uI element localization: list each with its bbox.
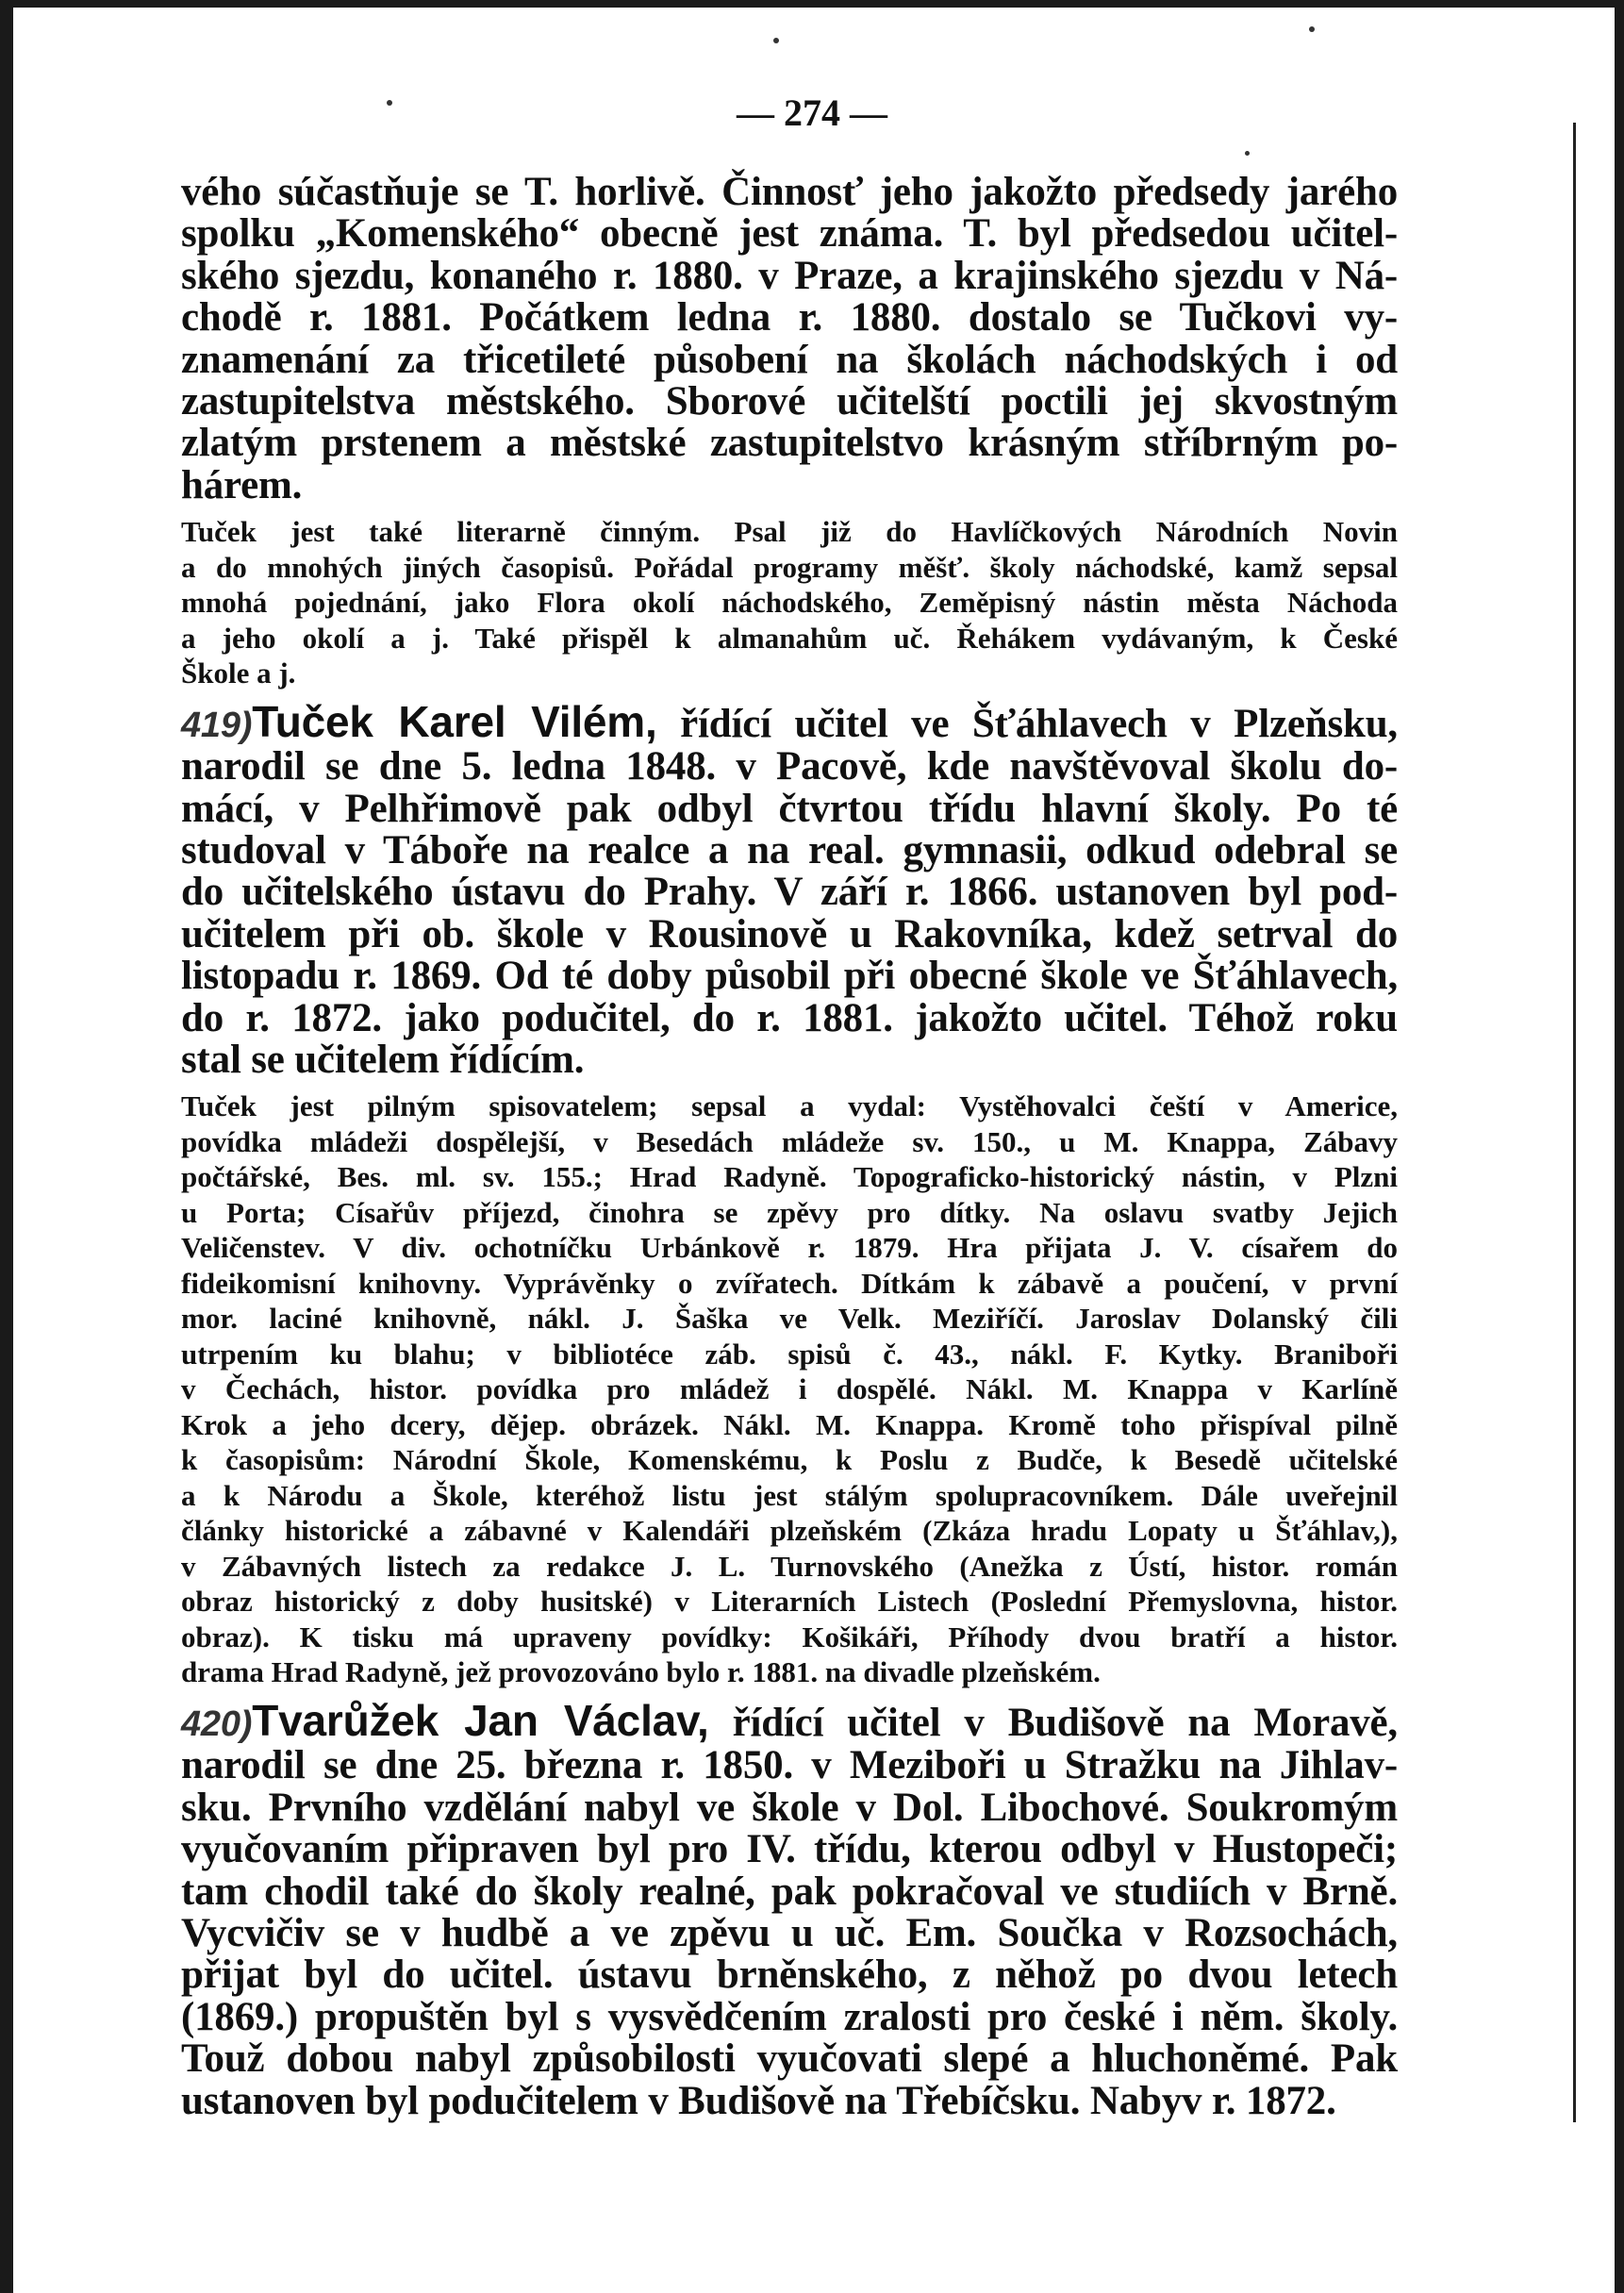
text-line: sku. Prvního vzdělání nabyl ve škole v Dol. Libochové. Soukromým bbox=[181, 1785, 1398, 1830]
note-line: Tuček jest pilným spisovatelem; sepsal a vydal: Vystěhovalci čeští v Americe, bbox=[181, 1089, 1398, 1123]
speck bbox=[773, 38, 779, 43]
entry-name: Tuček Karel Vilém, bbox=[252, 696, 657, 746]
entry-420-paragraph bbox=[181, 1695, 1398, 2123]
note-line: obraz historický z doby husitské) v Literarních Listech (Poslední Přemyslovna, histor. bbox=[181, 1585, 1398, 1619]
text-line: zlatým prstenem a městské zastupitelstvo krásným stříbrným po- bbox=[181, 421, 1398, 466]
note-line: počtářské, Bes. ml. sv. 155.; Hrad Radyně. Topograficko-historický nástin, v Plzni bbox=[181, 1160, 1398, 1194]
text-line: hárem. bbox=[181, 462, 303, 507]
note-line: obraz). K tisku má upraveny povídky: Košikáři, Příhody dvou bratří a histor. bbox=[181, 1620, 1398, 1653]
text-line: studoval v Táboře na realce a na real. gymnasii, odkud odebral se bbox=[181, 827, 1398, 872]
text-line: přijat byl do učitel. ústavu brněnského, z něhož po dvou letech bbox=[181, 1952, 1398, 1998]
text-line: tam chodil také do školy realné, pak pokračoval ve studiích v Brně. bbox=[181, 1869, 1398, 1914]
page-content bbox=[181, 172, 1398, 2122]
text-line: ského sjezdu, konaného r. 1880. v Praze, a krajinského sjezdu v Ná- bbox=[181, 253, 1398, 298]
entry-heading-line bbox=[181, 1695, 1398, 1745]
text-line: ustanoven byl podučitelem v Budišově na Třebíčsku. Nabyv r. 1872. bbox=[181, 2078, 1336, 2123]
binding-line bbox=[1573, 123, 1576, 2122]
note-line: Veličenstev. V div. ochotníčku Urbánkově r. 1879. Hra přijata J. V. císařem do bbox=[181, 1231, 1398, 1265]
text-line: řídící učitel ve Šťáhlavech v Plzeňsku, bbox=[680, 701, 1398, 746]
note-line: a k Národu a Škole, kteréhož listu jest stálým spolupracovníkem. Dále uveřejnil bbox=[181, 1478, 1398, 1512]
note-line: a jeho okolí a j. Také přispěl k almanahům uč. Řehákem vydávaným, k České bbox=[181, 621, 1398, 655]
note-line: články historické a zábavné v Kalendáři plzeňském (Zkáza hradu Lopaty u Šťáhlav,), bbox=[181, 1514, 1398, 1548]
entry-419-note bbox=[181, 1088, 1398, 1690]
text-line: narodil se dne 5. ledna 1848. v Pacově, kde navštěvoval školu do- bbox=[181, 744, 1398, 789]
note-line: povídka mládeži dospělejší, v Besedách mládeže sv. 150., u M. Knappa, Zábavy bbox=[181, 1124, 1398, 1158]
text-line: do r. 1872. jako podučitel, do r. 1881. jakožto učitel. Téhož roku bbox=[181, 995, 1398, 1040]
scan-edge-left bbox=[0, 0, 13, 2293]
note-line: fideikomisní knihovny. Vyprávěnky o zvířatech. Dítkám k zábavě a poučení, v první bbox=[181, 1266, 1398, 1300]
continuation-paragraph bbox=[181, 172, 1398, 507]
handwritten-entry-number: 419) bbox=[181, 705, 253, 745]
note-line: mnohá pojednání, jako Flora okolí náchodského, Zeměpisný nástin města Náchoda bbox=[181, 586, 1398, 620]
page-number: — 274 — bbox=[737, 91, 887, 134]
note-line: u Porta; Císařův příjezd, činohra se zpěvy pro dítky. Na oslavu svatby Jejich bbox=[181, 1195, 1398, 1229]
note-line: a do mnohých jiných časopisů. Pořádal programy měšť. školy náchodské, kamž sepsal bbox=[181, 550, 1398, 584]
handwritten-entry-number: 420) bbox=[181, 1703, 253, 1744]
text-line: vého súčastňuje se T. horlivě. Činnosť jeho jakožto předsedy jarého bbox=[181, 170, 1398, 214]
note-line: utrpením ku blahu; v bibliotéce záb. spisů č. 43., nákl. F. Kytky. Braniboři bbox=[181, 1337, 1398, 1371]
text-line: učitelem při ob. škole v Rousinově u Rakovníka, kdež setrval do bbox=[181, 911, 1398, 956]
text-line: narodil se dne 25. března r. 1850. v Meziboři u Stražku na Jihlav- bbox=[181, 1743, 1398, 1788]
text-line: do učitelského ústavu do Prahy. V září r. 1866. ustanoven byl pod- bbox=[181, 870, 1398, 915]
note-line: Krok a jeho dcery, dějep. obrázek. Nákl. M. Knappa. Kromě toho přispíval pilně bbox=[181, 1407, 1398, 1441]
text-line: chodě r. 1881. Počátkem ledna r. 1880. dostalo se Tučkovi vy- bbox=[181, 295, 1398, 341]
text-line: Touž dobou nabyl způsobilosti vyučovati slepé a hluchoněmé. Pak bbox=[181, 2036, 1398, 2082]
text-line: listopadu r. 1869. Od té doby působil při obecné škole ve Šťáhlavech, bbox=[181, 954, 1398, 999]
text-line: (1869.) propuštěn byl s vysvědčením zralosti pro české i něm. školy. bbox=[181, 1994, 1398, 2039]
note-line: Tuček jest také literarně činným. Psal již do Havlíčkových Národních Novin bbox=[181, 515, 1398, 549]
continuation-note bbox=[181, 514, 1398, 691]
text-line: vyučovaním připraven byl pro IV. třídu, kterou odbyl v Hustopeči; bbox=[181, 1827, 1398, 1872]
text-line: mácí, v Pelhřimově pak odbyl čtvrtou třídu hlavní školy. Po té bbox=[181, 786, 1398, 831]
text-line: Vycvičiv se v hudbě a ve zpěvu u uč. Em. Součka v Rozsochách, bbox=[181, 1910, 1398, 1955]
entry-heading-line bbox=[181, 696, 1398, 746]
note-line: v Čechách, histor. povídka pro mládež i dospělé. Nákl. M. Knappa v Karlíně bbox=[181, 1372, 1398, 1406]
note-line: mor. laciné knihovně, nákl. J. Šaška ve Velk. Meziříčí. Jaroslav Dolanský čili bbox=[181, 1302, 1398, 1336]
text-line: znamenání za třicetileté působení na školách náchodských i od bbox=[181, 337, 1398, 382]
text-line: zastupitelstva městského. Sborové učitelští poctili jej skvostným bbox=[181, 379, 1398, 424]
note-line: Škole a j. bbox=[181, 656, 296, 690]
speck bbox=[1245, 151, 1250, 156]
text-line: spolku „Komenského“ obecně jest známa. T. byl předsedou učitel- bbox=[181, 211, 1398, 257]
text-line: stal se učitelem řídícím. bbox=[181, 1038, 585, 1082]
entry-name: Tvarůžek Jan Václav, bbox=[252, 1695, 709, 1745]
text-line: řídící učitel v Budišově na Moravě, bbox=[732, 1700, 1398, 1745]
note-line: v Zábavných listech za redakce J. L. Turnovského (Anežka z Ústí, histor. román bbox=[181, 1549, 1398, 1583]
speck bbox=[1309, 26, 1315, 32]
entry-419-paragraph bbox=[181, 696, 1398, 1082]
scan-edge-top bbox=[0, 0, 1624, 8]
scan-edge-right bbox=[1615, 0, 1624, 2293]
note-line: drama Hrad Radyně, jež provozováno bylo r. 1881. na divadle plzeňském. bbox=[181, 1655, 1101, 1689]
note-line: k časopisům: Národní Škole, Komenskému, k Poslu z Budče, k Besedě učitelské bbox=[181, 1443, 1398, 1477]
